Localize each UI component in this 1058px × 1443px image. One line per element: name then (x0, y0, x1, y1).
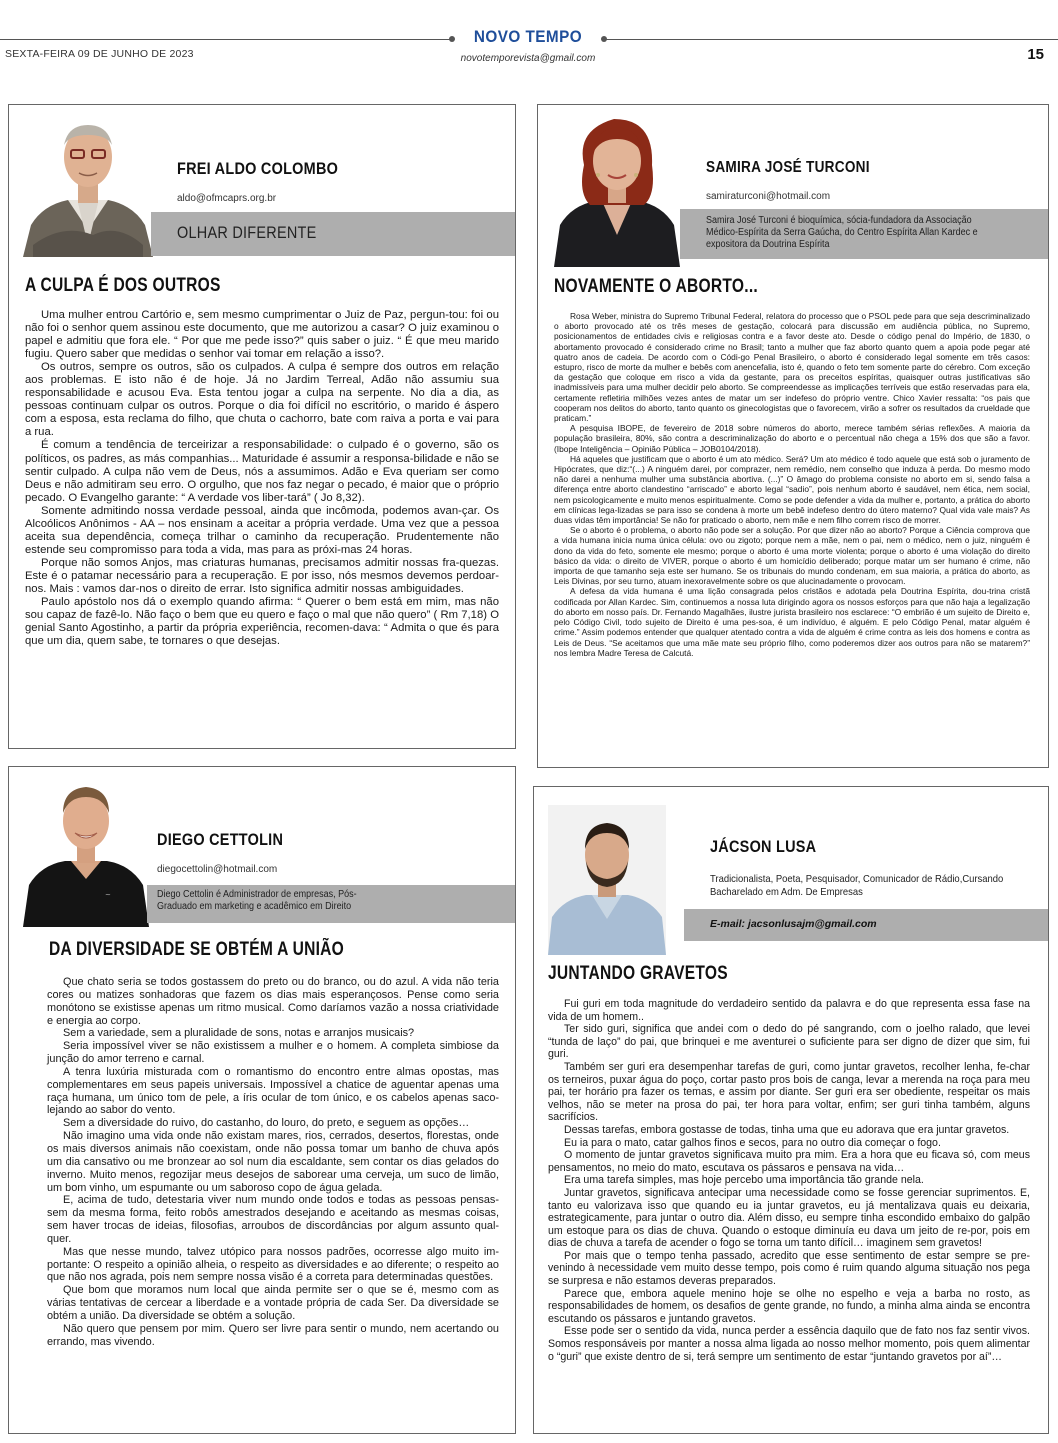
svg-text:~: ~ (105, 891, 111, 899)
paragraph: Juntar gravetos, significava antecipar uma necessidade como se fosse gerenciar suprimentos. E, tanto eu valorizava isso que quando eu ia juntar gravetos, eu já mentalizava quais eu deixaria, estrategicamente, para juntar o outro dia. Além disso, eu sempre tinha escondido embaixo do galpão um estoque para os dias de chuva. Quando o estoque diminuía eu dava um jeito de re-por, pois em dias de chuva a tarefa de acender o fogo se torna um tanto difícil… imaginem sem gravetos! (548, 1186, 1030, 1250)
author-bio: Diego Cettolin é Administrador de empresas, Pós-Graduado em marketing e acadêmico em Direito (157, 889, 357, 912)
author-name: FREI ALDO COLOMBO (177, 159, 339, 178)
header-rule-right (604, 39, 1058, 40)
paragraph: A defesa da vida humana é uma lição consagrada pelos cristãos e adotada pela Doutrina Espírita, dou-trina cristã codificada por Allan Kardec. Sim, continuemos a nossa luta dirigindo agora os nossos esforços para que não haja a legalização do aborto em nosso país. Dr. Fernando Magalhães, ilustre jurista brasileiro nos esclarece: “O embrião é um sujeito de Direito e, pelo Código Civil, todo sujeito de Direito é uma pes-soa, é um indivíduo, é alguém. E pelo Código Penal, matar alguém é crime.” Assim podemos entender que qualquer atentado contra a vida de alguém é crime contra as leis dos homens e contra as Leis de Deus. “Se aceitamos que uma mãe mate seu próprio filho, como poderemos dizer aos outros para não se matarem?” nos lembra Madre Teresa de Calcutá. (554, 586, 1030, 658)
author-email[interactable]: aldo@ofmcaprs.org.br (177, 193, 277, 204)
page-number: 15 (1027, 46, 1044, 63)
paragraph: Dessas tarefas, embora gostasse de todas, tinha uma que eu adorava que era juntar gravetos. (564, 1123, 1010, 1136)
paragraph: Uma mulher entrou Cartório e, sem mesmo cumprimentar o Juiz de Paz, pergun-tou: foi ou não foi o senhor quem assinou este documento, que me autorizou a casar? O juiz examinou o papel e admitiu que fora ele. “ Por que me pede isso?” quis saber o juiz. “ É que meu marido fugiu. Quero saber que medidas o senhor vai tomar em relação a isso?. (25, 309, 499, 361)
paragraph: É comum a tendência de terceirizar a responsabilidade: o culpado é o governo, são os políticos, os padres, as más companhias... Maturidade é assumir a responsa-bilidade e não se sentir culpado. A culpa não vem de Deus, nós a assumimos. Adão e Eva queriam ser como Deus e não admitiram seu erro. O orgulho, que nos faz negar o pecado, é maior que o próprio pecado. O Evangelho garante: “ A verdade vos liber-tará” ( Jo 8,32). (25, 439, 499, 504)
paragraph: Parece que, embora aquele menino hoje se olhe no espelho e veja a barba no rosto, as responsabilidades de homem, os desafios de gente grande, no fundo, a minha alma ainda se encontra escutando os pássaros e juntando gravetos. (548, 1287, 1030, 1325)
author-email[interactable]: samiraturconi@hotmail.com (706, 191, 831, 202)
article-body (47, 976, 499, 1348)
paragraph: Não quero que pensem por mim. Quero ser livre para sentir o mundo, nem acertando ou errando, mas vivendo. (47, 1322, 499, 1348)
article-headline: A CULPA É DOS OUTROS (25, 275, 221, 296)
paragraph: Paulo apóstolo nos dá o exemplo quando afirma: “ Querer o bem está em mim, mas não sou capaz de fazê-lo. Não faço o bem que eu quero e faço o mal que não quero” ( Rm 7,18) O genial Santo Agostinho, a partir da própria experiência, recomen-dava: “ Admita o que és para que um dia, quem sabe, te tornares o que desejas. (25, 596, 499, 648)
paragraph: Há aqueles que justificam que o aborto é um ato médico. Será? Um ato médico é todo aquele que está sob o juramento de Hipócrates, que diz:“(...) A ninguém darei, por comprazer, nem remédio, nem conselho que induza à perda. Do mesmo modo não darei a nenhuma mulher uma substância abortiva. (...)” O âmago do problema consiste no aborto em si, sendo falsa a diferença entre aborto clandestino “arriscado” e aborto legal “sadio”, pois nenhum aborto é saudável, nem ética, nem social, nem psicologicamente e muito menos espiritualmente. Como se pode defender a vida da mulher e, portanto, a prática do aborto em clínicas lega-lizadas se para isso se condena à morte um bebê indefeso dentro do útero materno? Qual vida vale mais? As duas vidas têm importância! Se não for praticado o aborto, nem mãe e nem filho correm risco de morrer. (554, 453, 1030, 526)
paragraph: A pesquisa IBOPE, de fevereiro de 2018 sobre números do aborto, merece também sérias reflexões. A maioria da população brasileira, 80%, são contra a descriminalização do aborto e o percentual não chega a 15% dos que são a favor. (Ibope Inteligência – Opinião Pública – JOB0104/2018). (554, 423, 1030, 454)
article-body (554, 311, 1030, 658)
header-dot-right (601, 36, 607, 42)
paragraph: Que bom que moramos num local que ainda permite ser o que se é, mesmo com as várias tentativas de cercear a liberdade e a vontade própria de cada Ser. Da diversidade se obtém a união. Da diversidade se obtém a solução. (47, 1284, 499, 1322)
paragraph: Somente admitindo nossa verdade pessoal, ainda que incômoda, podemos avan-çar. Os Alcoólicos Anônimos - AA – nos ensinam a aceitar a própria verdade. Uma vez que a pessoa aceita sua dependência, começa trilhar o caminho da recuperação. Prudentemente não estende seu compromisso para toda a vida, mas para as próxi-mas 24 horas. (25, 504, 499, 556)
author-name: JÁCSON LUSA (710, 837, 817, 856)
newspaper-email[interactable]: novotemporevista@gmail.com (460, 53, 596, 64)
masthead (455, 27, 601, 64)
author-photo-aldo (23, 105, 153, 257)
author-bio: Samira José Turconi é bioquímica, sócia-fundadora da Associação Médico-Espírita da Serra Gaúcha, do Centro Espírita Allan Kardec e expositora da Doutrina Espírita (706, 215, 978, 250)
paragraph: Eu ia para o mato, catar galhos finos e secos, para no outro dia começar o fogo. (564, 1136, 941, 1149)
article-headline: JUNTANDO GRAVETOS (548, 963, 728, 984)
paragraph: Mas que nesse mundo, talvez utópico para nossos padrões, ocorresse algo muito im-portante: O respeito a opinião alheia, o respeito as diversidades e ao diferente; o respeito ao que não nos agrada, pois nem sempre nossa visão é a correta para determinadas questões. (47, 1245, 499, 1284)
article-body (548, 998, 1030, 1363)
paragraph: Seria impossível viver se não existissem a mulher e o homem. A completa simbiose da junção do amor terreno e carnal. (47, 1040, 499, 1066)
article-samira (537, 104, 1049, 768)
paragraph: Ter sido guri, significa que andei com o dedo do pé sangrando, com o joelho ralado, que levei “tunda de laço” do pai, que brinquei e me aventurei o suficiente para ser digno de dizer que sim, fui guri. (548, 1023, 1030, 1061)
paragraph: E, acima de tudo, detestaria viver num mundo onde todos e todas as pessoas pensas-sem da mesma forma, feito robôs amestrados desejando e aceitando as mesmas coisas, sem haver trocas de ideias, filosofias, arroubos de discordâncias por algum assunto qual-quer. (47, 1194, 499, 1245)
article-headline: DA DIVERSIDADE SE OBTÉM A UNIÃO (49, 939, 345, 960)
author-name: DIEGO CETTOLIN (157, 830, 284, 849)
paragraph: Sem a diversidade do ruivo, do castanho, do louro, do preto, e seguem as opções… (63, 1117, 470, 1130)
article-frei-aldo (8, 104, 516, 749)
paragraph: A tenra luxúria misturada com o romantismo do encontro entre almas opostas, mas complementares em seus papeis universais. Impossível a chatice de aguentar apenas uma raça humana, um único tom de pele, a íris ocular de tom único, e os cabelos apenas saco-lejando ao sabor do vento. (47, 1065, 499, 1117)
paragraph: Também ser guri era desempenhar tarefas de guri, como juntar gravetos, recolher lenha, fe-char os terneiros, puxar água do poço, cortar pasto pros bois de canga, levar a merenda na roça para meu pai, ter horário pra fazer os temas, e assim por diante. Ser guri era ser obediente, respeitar os mais velhos, não se meter na prosa do pai, ter hora para voltar, enfim; ser guri tinha também, alguns sacrifícios. (548, 1060, 1030, 1124)
article-body (25, 309, 499, 648)
author-name: SAMIRA JOSÉ TURCONI (706, 159, 870, 176)
paragraph: Que chato seria se todos gostassem do preto ou do branco, ou do azul. A vida não teria cores ou matizes sonhadoras que fazem os dias mais esperançosos. Pense como seria monótono se existisse apenas um ritmo musical. Como daríamos vazão a nossa criatividade e energia ao corpo. (47, 976, 499, 1027)
paragraph: Era uma tarefa simples, mas hoje percebo uma importância tão grande nela. (564, 1174, 924, 1187)
article-jacson (533, 786, 1049, 1434)
author-email[interactable]: E-mail: jacsonlusajm@gmail.com (710, 918, 877, 930)
paragraph: Não imagino uma vida onde não existam mares, rios, cerrados, desertos, florestas, onde os mais diversos animais não coexistam, onde não possa tomar um banho de chuva após um dia cansativo ou me bronzear ao sol num dia escaldante, sem contar os dias gelados do inverno. Muito menos, regozijar meus desejos de saborear uma cerveja, um suco de limão, um bom vinho, um espumante ou um saboroso copo de água gelada. (47, 1130, 499, 1194)
paragraph: Por mais que o tempo tenha passado, acredito que esse sentimento de estar sempre se pre-venindo à necessidade vem muito desse tempo, pois como é ruim quando alguma situação nos pega se surpresa e não estamos deveras preparados. (548, 1249, 1030, 1288)
paragraph: Porque não somos Anjos, mas criaturas humanas, precisamos admitir nossas fra-quezas. Este é o patamar necessário para a recuperação. E por isso, nós mesmos devemos perdoar-nos. Mais : vamos dar-nos o direito de errar. Isto significa admitir nossas ambiguidades. (25, 556, 499, 595)
paragraph: Esse pode ser o sentido da vida, nunca perder a essência daquilo que de fato nos faz sentir vivos. Somos responsáveis por manter a nossa alma ligada ao nosso melhor momento, pois quem alimentar o “guri” que existe dentro de si, terá sempre um sentimento de estar “juntando gravetos por aí”… (548, 1325, 1030, 1363)
article-diego (8, 766, 516, 1434)
author-bio: Tradicionalista, Poeta, Pesquisador, Comunicador de Rádio,Cursando Bacharelado em Adm. De Empresas (710, 873, 1004, 898)
author-email[interactable]: diegocettolin@hotmail.com (157, 864, 278, 875)
newspaper-title: NOVO TEMPO (473, 27, 583, 46)
section-label: OLHAR DIFERENTE (177, 223, 317, 242)
article-headline: NOVAMENTE O ABORTO... (554, 276, 758, 297)
author-photo-jacson (548, 805, 666, 955)
paragraph: O momento de juntar gravetos significava muito pra mim. Era a hora que eu ficava só, com meus pensamentos, no meio do mato, escutava os pássaros e pensava na vida… (548, 1149, 1030, 1174)
paragraph: Rosa Weber, ministra do Supremo Tribunal Federal, relatora do processo que o PSOL pede para que seja descriminalizado o aborto provocado até os três meses de gestação, colocará para discussão em audiência pública, no Supremo, posicionamentos de entidades civis e religiosas contra e a favor deste ato. Desde o código penal do Império, de 1830, o abortamento provocado é considerado crime no Brasil; tanto a mulher que faz aborto quanto quem a apoia pode pegar até quatro anos de cadeia. De acordo com o Códi-go Penal Brasileiro, o aborto é considerado legal somente em três casos: estupro, risco de morte da mulher e bebês com anencefalia, isto é, quando o feto tem somente parte do cérebro. Com exceção da gestação que coloque em risco a vida da gestante, para os preceitos espíritas, quaisquer outras justificativas são inadmissíveis para uma mulher decidir pelo aborto. Se compreendesse as implicações terríveis que estão reservadas para ela, certamente refletiria milhões vezes antes de matar um ser indefeso do próprio ventre. Chico Xavier ressalta: “os pais que cooperam nos delitos do aborto, tanto quanto os ginecologistas que o favorecem, virão a sofrer os resultados da crueldade que praticam.” (554, 311, 1030, 424)
author-photo-samira (554, 105, 680, 267)
paragraph: Se o aborto é o problema, o aborto não pode ser a solução. Por que dizer não ao aborto? Porque a Ciência comprova que a vida humana inicia numa única célula: ovo ou zigoto; porque nem a mãe, nem o pai, nem o médico, nem o juiz, ninguém é dono da vida do feto, somente ele mesmo; porque o aborto é uma morte violenta; porque o aborto é uma violação do direito básico da vida: o direito de VIVER, porque o aborto é um homicídio deliberado; porque matar um ser humano é crime, não importa de que tamanho seja este ser humano. Se os tribunais do mundo condenam, em sua maioria, a prática do aborto, as Leis Divinas, por seu turno, atuam inexoravelmente sobre os que alucinadamente o provocam. (554, 525, 1030, 587)
paragraph: Sem a variedade, sem a pluralidade de sons, notas e arranjos musicais? (63, 1027, 415, 1040)
edition-date: SEXTA-FEIRA 09 DE JUNHO DE 2023 (5, 48, 194, 60)
paragraph: Os outros, sempre os outros, são os culpados. A culpa é sempre dos outros em relação aos problemas. E isto não é de hoje. Já no Jardim Terreal, Adão não assumiu sua responsabilidade e acusou Eva. Esta tentou jogar a culpa na serpente. No dia a dia, as pessoas continuam culpar os outros. Porque o dia foi difícil no escritório, o marido é áspero com a esposa, esta reclama do filho, que chuta o cachorro, bate com raiva a porta e vai para a rua. (25, 361, 499, 439)
author-photo-diego (23, 767, 149, 927)
header-rule-left (0, 39, 452, 40)
paragraph: Fui guri em toda magnitude do verdadeiro sentido da palavra e do que representa essa fase na vida de um homem.. (548, 998, 1030, 1023)
